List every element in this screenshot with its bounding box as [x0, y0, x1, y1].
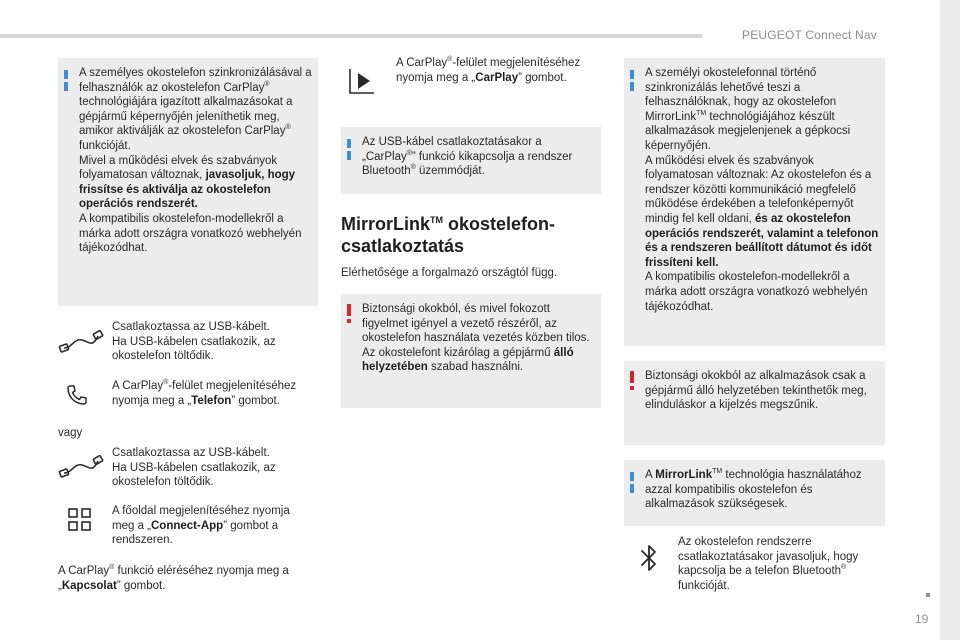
availability-note: Elérhetősége a forgalmazó országtól függ. [341, 267, 558, 279]
page-edge-rail [940, 0, 960, 640]
info-icon-stem [347, 151, 351, 160]
step-connect-usb-2: Csatlakoztassa az USB-kábelt. Ha USB-kábelen csatlakozik, az okostelefon töltődik. [112, 447, 276, 489]
page-header-title: PEUGEOT Connect Nav [742, 28, 877, 42]
usb-cable-icon [58, 453, 104, 481]
or-label: vagy [58, 427, 83, 439]
carplay-info-box [58, 58, 318, 306]
mirrorlink-info-box [624, 58, 885, 346]
phone-handset-icon [66, 384, 88, 406]
warning-icon-dot [347, 319, 351, 323]
usb-bluetooth-info-box [341, 127, 601, 194]
apps-warning-box [624, 361, 885, 445]
info-icon-stem [630, 82, 634, 91]
step-enable-bluetooth: Az okostelefon rendszerre csatlakoztatásakor javasoljuk, hogy kapcsolja be a telefon Bluetooth® funkcióját. [678, 536, 859, 592]
usb-cable-icon [58, 328, 104, 356]
mirrorlink-compat-info-box [624, 460, 885, 526]
mirrorlink-info-text: A személyi okostelefonnal történő szinkronizálás lehetővé teszi a felhasználóknak, hogy az okostelefon MirrorLink™ technológiájához készült alkalmazások megjelenjenek a gépkocsi képernyőjén. A működési elvek és szabványok folyamatosan változnak: Az okostelefon és a rendszer közötti kommunikáció megfelelő működése érdekében a telefonképernyőt mindig fel kell oldani, és az okostelefon operációs rendszerét, valamint a telefonon és a rendszeren beállított dátumot és időt frissíteni kell. A kompatibilis okostelefon-modellekről a márka adott országra vonatkozó webhelyén tájékozódhat. [645, 67, 879, 313]
usb-bluetooth-info-text: Az USB-kábel csatlakoztatásakor a „CarPlay®” funkció kikapcsolja a rendszer Bluetooth® üzemmódját. [362, 136, 573, 178]
bluetooth-icon [638, 542, 660, 574]
step-connect-usb-1: Csatlakoztassa az USB-kábelt. Ha USB-kábelen csatlakozik, az okostelefon töltődik. [112, 321, 276, 363]
info-icon [630, 472, 634, 481]
info-icon [630, 70, 634, 79]
mirrorlink-compat-text: A MirrorLink™ technológia használatához azzal kompatibilis okostelefon és alkalmazások szükségesek. [645, 468, 862, 511]
mirrorlink-section-title: MirrorLink™ okostelefon-csatlakoztatás [341, 214, 556, 256]
driving-warning-box [341, 294, 601, 408]
carplay-info-text: A személyes okostelefon szinkronizálásával a felhasználók az okostelefon CarPlay® technológiájára igazított alkalmazásokat a gépjármű képernyőjén jeleníthetik meg, amikor aktiválják az okostelefon CarPlay® funkcióját. Mivel a működési elvek és szabványok folyamatosan változnak, javasoljuk, hogy frissítse és aktiválja az okostelefon operációs rendszerét. A kompatibilis okostelefon-modellekről a márka adott országra vonatkozó webhelyén tájékozódhat. [79, 67, 312, 255]
warning-icon-dot [630, 386, 634, 390]
driving-warning-text: Biztonsági okokból, és mivel fokozott figyelmet igényel a vezető részéről, az okostelefon használata vezetés közben tilos. Az okostelefont kizárólag a gépjármű álló helyzetében szabad használni. [362, 303, 590, 374]
warning-icon [630, 371, 634, 383]
page-marker [926, 593, 930, 597]
step-press-connect-app: A főoldal megjelenítéséhez nyomja meg a „Connect-App” gombot a rendszeren. [112, 505, 290, 547]
info-icon [64, 70, 68, 79]
apps-warning-text: Biztonsági okokból az alkalmazások csak a gépjármű álló helyzetében tekinthetők meg, elinduláskor a kijelzés megszűnik. [645, 370, 867, 412]
header-rule [0, 34, 702, 38]
step-press-carplay: A CarPlay®-felület megjelenítéséhez nyomja meg a „CarPlay” gombot. [396, 56, 581, 84]
warning-icon [347, 304, 351, 316]
page-number: 19 [915, 612, 929, 626]
step-press-telefon: A CarPlay®-felület megjelenítéséhez nyomja meg a „Telefon” gombot. [112, 379, 297, 407]
connect-app-grid-icon [67, 507, 93, 533]
info-icon-stem [630, 484, 634, 493]
carplay-play-icon [344, 63, 380, 99]
info-icon-stem [64, 82, 68, 91]
info-icon [347, 139, 351, 148]
final-instruction: A CarPlay® funkció eléréséhez nyomja meg a „Kapcsolat” gombot. [58, 564, 289, 592]
